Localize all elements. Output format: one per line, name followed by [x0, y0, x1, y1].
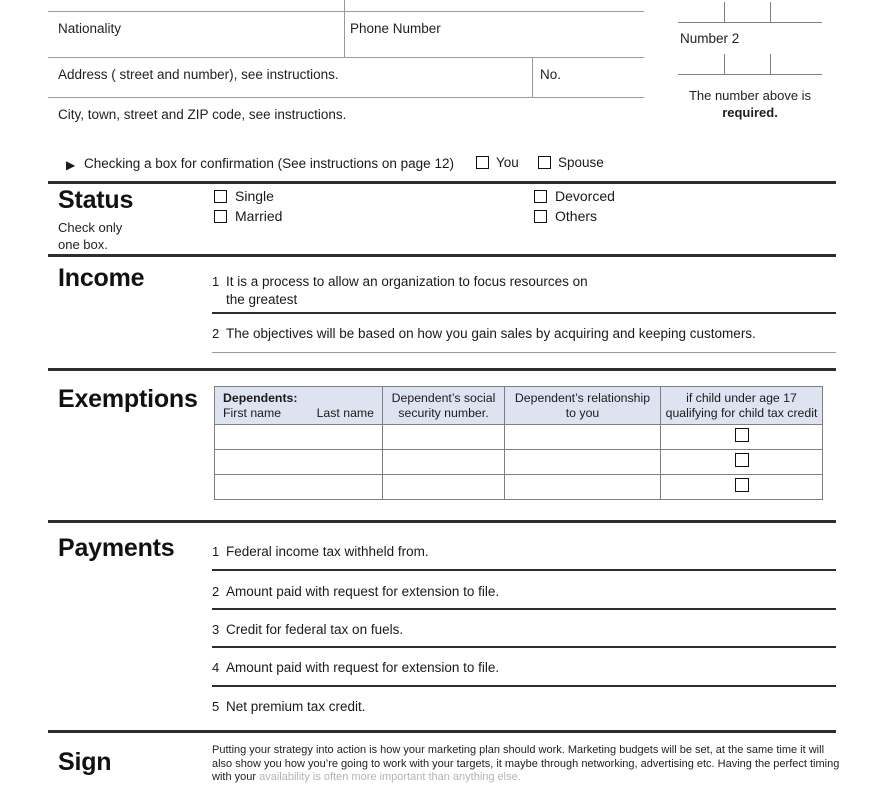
nationality-label: Nationality	[58, 21, 122, 36]
checkbox-icon[interactable]	[476, 156, 489, 169]
no-label: No.	[540, 67, 562, 82]
payments-line-item-2[interactable]	[212, 583, 836, 601]
checkbox-icon[interactable]	[214, 210, 227, 223]
column-header-child-credit	[661, 387, 823, 425]
sign-paragraph-line1: Putting your strategy into action is how your marketing plan should work. Marketing budgets will be set, at the same time it will also	[212, 744, 825, 770]
payments-line-text: Net premium tax credit.	[226, 699, 366, 714]
confirmation-spouse-label: Spouse	[558, 155, 604, 170]
confirmation-you-label: You	[496, 155, 519, 170]
cell-child-credit[interactable]	[661, 425, 823, 450]
checkbox-icon[interactable]	[534, 190, 547, 203]
income-line-item-1[interactable]	[212, 273, 836, 309]
payments-line-number: 4	[212, 660, 220, 675]
dependents-label: Dependents:	[223, 391, 298, 405]
sign-paragraph-line2: show you how you’re going to work with your targets, it maybe through networking, advertising etc. Having the perfect timing with your	[212, 757, 840, 783]
income-entry-line[interactable]	[212, 352, 836, 353]
cell-relationship[interactable]	[505, 475, 661, 500]
income-section-title: Income	[58, 264, 145, 292]
status-option-label: Married	[235, 208, 283, 224]
address-row-top	[48, 0, 644, 12]
payments-entry-line[interactable]	[212, 608, 836, 610]
payments-line-number: 5	[212, 699, 220, 714]
phone-number-label: Phone Number	[350, 21, 441, 36]
nationality-phone-row	[48, 12, 644, 58]
cell-relationship[interactable]	[505, 425, 661, 450]
column-header-relationship	[505, 387, 661, 425]
city-row	[48, 98, 644, 132]
number-tick-icon	[724, 54, 725, 74]
checkbox-icon[interactable]	[214, 190, 227, 203]
section-divider	[48, 368, 836, 371]
address-block	[48, 0, 644, 132]
number-required-note-line2: required.	[722, 105, 778, 120]
table-row	[215, 425, 823, 450]
payments-entry-line[interactable]	[212, 569, 836, 571]
number-tick-icon	[724, 2, 725, 22]
address-divider-vertical-top	[344, 0, 345, 58]
confirmation-text: Checking a box for confirmation (See instructions on page 12)	[84, 156, 454, 171]
table-row	[215, 450, 823, 475]
ssn-header-line1: Dependent’s social	[391, 390, 496, 405]
table-row	[215, 475, 823, 500]
payments-line-item-4[interactable]	[212, 659, 836, 677]
payments-line-number: 3	[212, 622, 220, 637]
income-line-text: It is a process to allow an organization to focus resources on the greatest	[226, 274, 588, 307]
payments-line-number: 2	[212, 584, 220, 599]
sign-section-title: Sign	[58, 748, 112, 776]
number-tick-icon	[770, 54, 771, 74]
section-divider	[48, 520, 836, 523]
payments-line-text: Federal income tax withheld from.	[226, 544, 429, 559]
ssn-header-line2: security number.	[398, 405, 489, 420]
income-entry-line[interactable]	[212, 312, 836, 314]
status-option-label: Others	[555, 208, 598, 224]
dependents-table-header-row	[215, 387, 823, 425]
cell-ssn[interactable]	[383, 425, 505, 450]
dependents-table	[214, 386, 823, 500]
section-divider	[48, 730, 836, 733]
status-option-label: Single	[235, 188, 274, 204]
payments-line-number: 1	[212, 544, 220, 559]
confirmation-row	[48, 155, 836, 181]
payments-line-text: Credit for federal tax on fuels.	[226, 622, 404, 637]
status-option-single[interactable]	[214, 188, 274, 204]
number-tick-icon	[770, 2, 771, 22]
payments-entry-line[interactable]	[212, 685, 836, 687]
payments-line-item-5[interactable]	[212, 698, 836, 716]
address-divider-vertical-no	[532, 58, 533, 98]
number-required-note	[678, 87, 822, 121]
sign-paragraph	[212, 744, 840, 785]
address-no-row	[48, 58, 644, 98]
cell-child-credit[interactable]	[661, 450, 823, 475]
status-subtitle-line1: Check only	[58, 220, 123, 235]
income-line-number: 1	[212, 274, 220, 289]
income-line-item-2[interactable]	[212, 325, 836, 343]
checkbox-icon[interactable]	[735, 478, 749, 492]
last-name-header: Last name	[316, 406, 374, 420]
section-divider	[48, 254, 836, 257]
status-option-others[interactable]	[534, 208, 597, 224]
payments-line-item-1[interactable]	[212, 543, 836, 561]
checkbox-icon[interactable]	[538, 156, 551, 169]
payments-section-title: Payments	[58, 534, 175, 562]
payments-line-text: Amount paid with request for extension to file.	[226, 584, 500, 599]
number-line-1[interactable]	[678, 0, 822, 23]
cell-ssn[interactable]	[383, 475, 505, 500]
exemptions-section-title: Exemptions	[58, 385, 198, 413]
cell-name[interactable]	[215, 475, 383, 500]
column-header-ssn	[383, 387, 505, 425]
sign-paragraph-line3: availability is often more important than anything else.	[259, 771, 521, 783]
address-label: Address ( street and number), see instructions.	[58, 67, 339, 82]
cell-child-credit[interactable]	[661, 475, 823, 500]
status-section-subtitle	[58, 219, 122, 253]
status-subtitle-line2: one box.	[58, 237, 108, 252]
city-label: City, town, street and ZIP code, see instructions.	[58, 107, 347, 122]
section-divider	[48, 181, 836, 184]
number-line-2[interactable]	[678, 52, 822, 75]
payments-line-item-3[interactable]	[212, 621, 836, 639]
number-2-caption: Number 2	[680, 31, 740, 46]
relationship-header-line1: Dependent’s relationship	[514, 390, 651, 405]
cell-name[interactable]	[215, 425, 383, 450]
cell-relationship[interactable]	[505, 450, 661, 475]
column-header-names	[215, 387, 383, 425]
cell-name[interactable]	[215, 450, 383, 475]
confirmation-you-option[interactable]	[476, 155, 519, 170]
income-line-text: The objectives will be based on how you gain sales by acquiring and keeping customers.	[226, 326, 756, 341]
cell-ssn[interactable]	[383, 450, 505, 475]
checkbox-icon[interactable]	[735, 453, 749, 467]
status-option-devorced[interactable]	[534, 188, 615, 204]
checkbox-icon[interactable]	[735, 428, 749, 442]
confirmation-spouse-option[interactable]	[538, 155, 604, 170]
first-name-header: First name	[223, 406, 282, 420]
checkbox-icon[interactable]	[534, 210, 547, 223]
right-arrow-icon: ▶	[66, 158, 76, 172]
income-line-number: 2	[212, 326, 220, 341]
status-option-label: Devorced	[555, 188, 615, 204]
number-required-note-line1: The number above is	[688, 88, 812, 103]
number-block	[678, 0, 822, 121]
status-section-title: Status	[58, 186, 134, 214]
child-credit-header-line2: qualifying for child tax credit	[665, 405, 818, 420]
status-option-married[interactable]	[214, 208, 282, 224]
payments-line-text: Amount paid with request for extension to file.	[226, 660, 500, 675]
child-credit-header-line1: if child under age 17	[686, 390, 797, 405]
relationship-header-line2: to you	[565, 405, 600, 420]
payments-entry-line[interactable]	[212, 646, 836, 648]
